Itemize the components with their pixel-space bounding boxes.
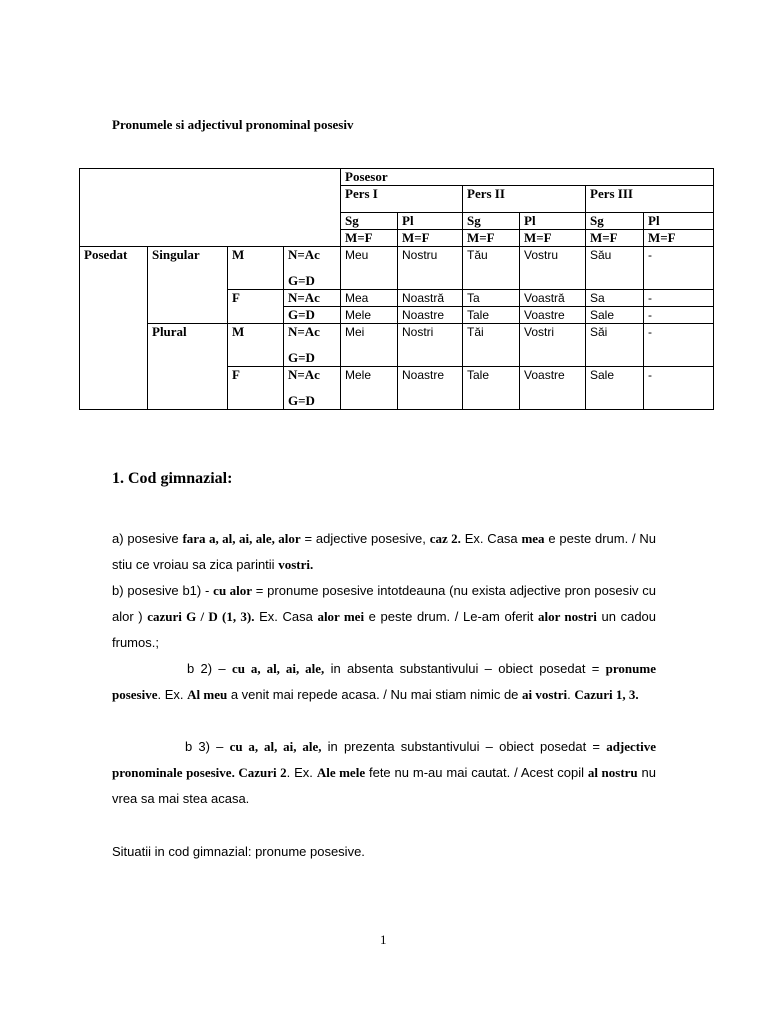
case-cell (284, 247, 341, 290)
table-cell: Ta (463, 290, 520, 307)
table-cell: Nostri (398, 324, 463, 367)
case-gd: G=D (288, 273, 315, 288)
table-cell: Săi (586, 324, 644, 367)
table-cell: Tău (463, 247, 520, 290)
table-cell: Voastre (520, 367, 586, 410)
table-cell: Vostru (520, 247, 586, 290)
gender-m-label: M (228, 247, 284, 290)
number-header: Sg (341, 213, 398, 230)
number-header: Sg (463, 213, 520, 230)
pers-2-header: Pers II (463, 186, 586, 213)
number-header: Pl (398, 213, 463, 230)
case-nac: N=Ac (288, 367, 320, 382)
paragraph-a: a) posesive fara a, al, ai, ale, alor = adjective posesive, caz 2. Ex. Casa mea e peste drum. / Nu stiu ce vroiau sa zica parintii vostri. (112, 531, 657, 572)
case-nac: N=Ac (288, 247, 320, 262)
page-number: 1 (380, 932, 387, 947)
gender-header: M=F (463, 230, 520, 247)
table-cell: Sale (586, 367, 644, 410)
table-cell: Mele (341, 367, 398, 410)
table-cell: - (644, 367, 714, 410)
table-cell: Tale (463, 367, 520, 410)
table-cell: - (644, 307, 714, 324)
singular-label: Singular (148, 247, 228, 324)
page-title: Pronumele si adjectivul pronominal posesiv (112, 117, 354, 132)
table-cell: Noastre (398, 367, 463, 410)
table-cell: Tale (463, 307, 520, 324)
plural-label: Plural (148, 324, 228, 410)
empty-corner-cell (80, 169, 341, 247)
pers-3-header: Pers III (586, 186, 714, 213)
pers-1-header: Pers I (341, 186, 463, 213)
case-nac: N=Ac (284, 290, 341, 307)
number-header: Sg (586, 213, 644, 230)
paragraph-b: b) posesive b1) - cu alor = pronume posesive intotdeauna (nu exista adjective pron posesiv cu alor ) cazuri G / D (1, 3). Ex. Casa alor mei e peste drum. / Le-am oferit alor nostri un cadou frumos.; (112, 583, 657, 650)
posesor-header: Posesor (341, 169, 714, 186)
case-gd: G=D (288, 393, 315, 408)
posedat-label: Posedat (80, 247, 148, 410)
gender-header: M=F (341, 230, 398, 247)
table-cell: Nostru (398, 247, 463, 290)
case-cell (284, 367, 341, 410)
table-cell: Voastră (520, 290, 586, 307)
table-cell: - (644, 247, 714, 290)
gender-f-label: F (228, 367, 284, 410)
section-heading: 1. Cod gimnazial: (112, 470, 233, 487)
table-cell: Noastre (398, 307, 463, 324)
table-cell: Mei (341, 324, 398, 367)
gender-header: M=F (520, 230, 586, 247)
table-cell: Vostri (520, 324, 586, 367)
table-cell: Său (586, 247, 644, 290)
case-gd: G=D (288, 350, 315, 365)
table-cell: Mea (341, 290, 398, 307)
table-cell: - (644, 290, 714, 307)
table-cell: Mele (341, 307, 398, 324)
gender-m-label: M (228, 324, 284, 367)
table-cell: Tăi (463, 324, 520, 367)
gender-header: M=F (644, 230, 714, 247)
case-gd: G=D (284, 307, 341, 324)
number-header: Pl (644, 213, 714, 230)
table-cell: - (644, 324, 714, 367)
possessive-table (79, 168, 714, 410)
gender-f-label: F (228, 290, 284, 324)
case-nac: N=Ac (288, 324, 320, 339)
gender-header: M=F (586, 230, 644, 247)
table-cell: Meu (341, 247, 398, 290)
situatii-line: Situatii in cod gimnazial: pronume posesive. (112, 844, 365, 859)
paragraph-b2: b 2) – cu a, al, ai, ale, in absenta substantivului – obiect posedat = pronume posesive. Ex. Al meu a venit mai repede acasa. / Nu mai stiam nimic de ai vostri. Cazuri 1, 3. (112, 661, 656, 702)
table-cell: Noastră (398, 290, 463, 307)
table-cell: Sale (586, 307, 644, 324)
table-cell: Sa (586, 290, 644, 307)
table-cell: Voastre (520, 307, 586, 324)
case-cell (284, 324, 341, 367)
number-header: Pl (520, 213, 586, 230)
paragraph-b3: b 3) – cu a, al, ai, ale, in prezenta substantivului – obiect posedat = adjective pronominale posesive. Cazuri 2. Ex. Ale mele fete nu m-au mai cautat. / Acest copil al nostru nu vrea sa mai stea acasa. (112, 739, 656, 806)
gender-header: M=F (398, 230, 463, 247)
